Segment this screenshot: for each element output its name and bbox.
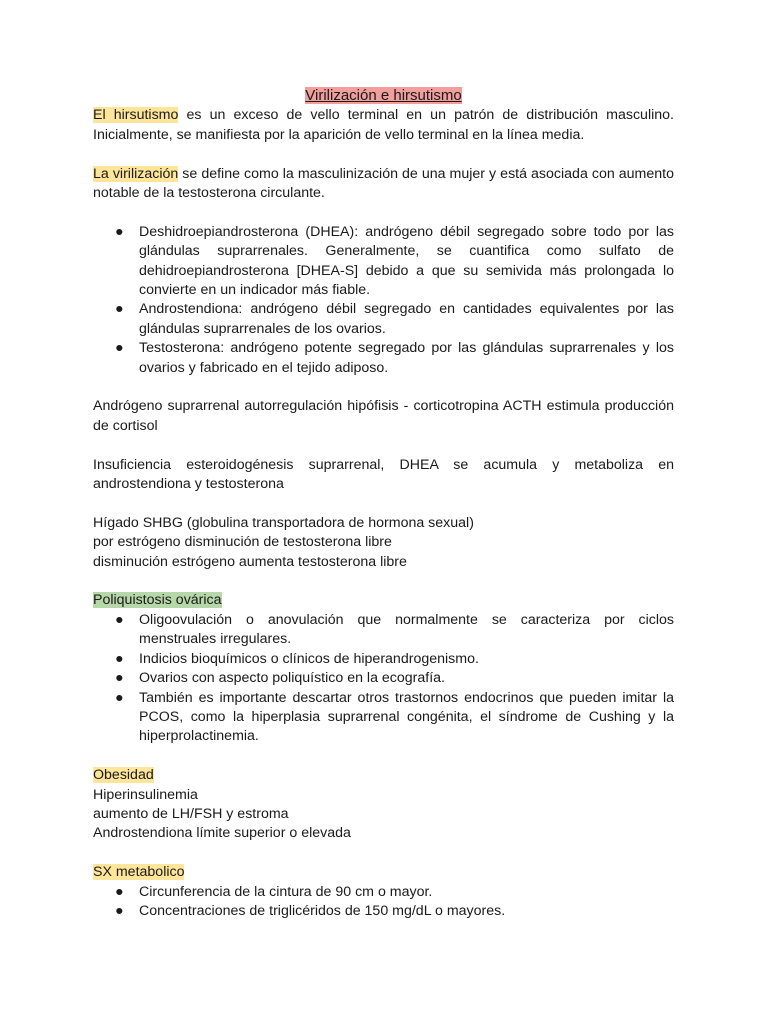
list-item bbox=[93, 650, 674, 669]
pcos-list bbox=[93, 611, 674, 747]
list-item-text: Indicios bioquímicos o clínicos de hiperandrogenismo. bbox=[139, 650, 479, 667]
shbg-line: por estrógeno disminución de testosterona libre bbox=[93, 534, 392, 551]
obesidad-line: aumento de LH/FSH y estroma bbox=[93, 805, 289, 822]
sx-heading: SX metabolico bbox=[93, 864, 185, 881]
list-item-text: Deshidroepiandrosterona (DHEA): andrógeno débil segregado sobre todo por las glándulas suprarrenales. Generalmente, se cuantifica como sulfato de dehidroepiandrosterona [DHEA-S] debido a que su semivida más prolongada lo convierte en un indicador más fiable. bbox=[139, 223, 674, 299]
shbg-line: disminución estrógeno aumenta testosterona libre bbox=[93, 553, 407, 570]
sx-heading-line bbox=[93, 863, 674, 882]
virilizacion-term: La virilización bbox=[93, 165, 179, 182]
obesidad-heading: Obesidad bbox=[93, 767, 154, 784]
pcos-heading-line bbox=[93, 591, 674, 610]
list-item-text: Oligoovulación o anovulación que normalmente se caracteriza por ciclos menstruales irregulares. bbox=[139, 611, 674, 648]
list-item-text: Concentraciones de triglicéridos de 150 mg/dL o mayores. bbox=[139, 902, 506, 919]
list-item-text: Ovarios con aspecto poliquístico en la ecografía. bbox=[139, 670, 445, 687]
obesidad-heading-line bbox=[93, 766, 674, 785]
acth-paragraph: Andrógeno suprarrenal autorregulación hipófisis - corticotropina ACTH estimula producción de cortisol bbox=[93, 398, 674, 434]
page-title: Virilización e hirsutismo bbox=[305, 87, 462, 104]
list-item-text: Circunferencia de la cintura de 90 cm o mayor. bbox=[139, 883, 433, 900]
hirsutismo-text: es un exceso de vello terminal en un patrón de distribución masculino. Inicialmente, se manifiesta por la aparición de vello terminal en la línea media. bbox=[93, 107, 674, 143]
pcos-heading: Poliquistosis ovárica bbox=[93, 592, 222, 609]
obesidad-line: Hiperinsulinemia bbox=[93, 786, 198, 803]
androgen-list bbox=[93, 223, 674, 378]
list-item bbox=[93, 689, 674, 747]
list-item bbox=[93, 902, 674, 921]
virilizacion-text: se define como la masculinización de una mujer y está asociada con aumento notable de la testosterona circulante. bbox=[93, 165, 674, 202]
list-item bbox=[93, 669, 674, 688]
title-line bbox=[93, 86, 674, 106]
bullet-icon: ● bbox=[115, 670, 124, 687]
shbg-line: Hígado SHBG (globulina transportadora de hormona sexual) bbox=[93, 514, 474, 531]
virilizacion-paragraph bbox=[93, 165, 674, 204]
list-item-text: Testosterona: andrógeno potente segregado por las glándulas suprarrenales y los ovarios y fabricado en el tejido adiposo. bbox=[139, 340, 674, 376]
list-item bbox=[93, 300, 674, 339]
list-item bbox=[93, 223, 674, 301]
hirsutismo-paragraph bbox=[93, 106, 674, 145]
bullet-icon: ● bbox=[115, 883, 124, 900]
bullet-icon: ● bbox=[115, 611, 124, 628]
bullet-icon: ● bbox=[115, 902, 124, 919]
list-item bbox=[93, 339, 674, 378]
sx-list bbox=[93, 883, 674, 922]
bullet-icon: ● bbox=[115, 340, 124, 357]
list-item-text: También es importante descartar otros trastornos endocrinos que pueden imitar la PCOS, como la hiperplasia suprarrenal congénita, el síndrome de Cushing y la hiperprolactinemia. bbox=[139, 689, 674, 745]
list-item bbox=[93, 611, 674, 650]
obesidad-line: Androstendiona límite superior o elevada bbox=[93, 825, 351, 842]
bullet-icon: ● bbox=[115, 223, 124, 240]
document-body bbox=[93, 86, 674, 921]
bullet-icon: ● bbox=[115, 689, 124, 706]
insuficiencia-paragraph: Insuficiencia esteroidogénesis suprarrenal, DHEA se acumula y metaboliza en androstendiona y testosterona bbox=[93, 456, 674, 493]
bullet-icon: ● bbox=[115, 650, 124, 667]
list-item-text: Androstendiona: andrógeno débil segregado en cantidades equivalentes por las glándulas suprarrenales de los ovarios. bbox=[139, 301, 674, 337]
list-item bbox=[93, 883, 674, 902]
hirsutismo-term: El hirsutismo bbox=[93, 107, 179, 124]
bullet-icon: ● bbox=[115, 301, 124, 318]
